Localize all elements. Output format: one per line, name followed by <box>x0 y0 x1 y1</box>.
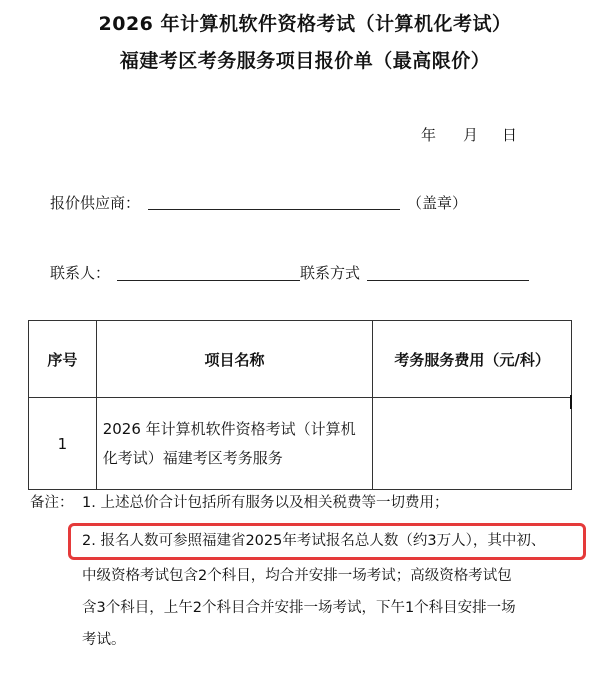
supplier-input-line[interactable] <box>148 209 400 210</box>
date-day: 日 <box>502 126 518 144</box>
row-index: 1 <box>29 398 97 490</box>
text-cursor <box>570 395 572 409</box>
row-project-name <box>96 398 373 490</box>
row-service-fee-cell[interactable] <box>373 398 572 490</box>
row-project-name-line1: 2026 年计算机软件资格考试（计算机 <box>102 419 356 438</box>
note-item1: 1. 上述总价合计包括所有服务以及相关税费等一切费用； <box>82 495 449 511</box>
header-service-fee: 考务服务费用（元/科） <box>373 321 572 398</box>
header-index: 序号 <box>29 321 97 398</box>
contact-input-line[interactable] <box>117 280 300 281</box>
note-item2-line3: 含3个科目，上午2个科目合并安排一场考试，下午1个科目安排一场 <box>82 600 516 616</box>
header-project-name: 项目名称 <box>96 321 373 398</box>
contact-method-label: 联系方式 <box>300 264 361 282</box>
row-project-name-line2: 化考试）福建考区考务服务 <box>102 448 283 467</box>
notes-prefix: 备注： <box>30 495 74 511</box>
note-item2-line2: 中级资格考试包含2个科目，均合并安排一场考试；高级资格考试包 <box>82 568 512 584</box>
date-month: 月 <box>463 126 479 144</box>
seal-label: （盖章） <box>407 194 468 212</box>
note-item2-line4: 考试。 <box>82 632 126 648</box>
document-title-line1: 2026 年计算机软件资格考试（计算机化考试） <box>98 13 512 35</box>
note-item2-line1: 2. 报名人数可参照福建省2025年考试报名总人数（约3万人），其中初、 <box>82 533 546 549</box>
contact-label: 联系人： <box>50 264 111 282</box>
table-header-row <box>29 321 572 398</box>
date-year: 年 <box>421 126 437 144</box>
table-row <box>29 398 572 490</box>
quotation-table <box>28 320 572 490</box>
supplier-label: 报价供应商： <box>50 194 141 212</box>
document-title-line2: 福建考区考务服务项目报价单（最高限价） <box>119 50 491 72</box>
contact-method-input-line[interactable] <box>367 280 529 281</box>
